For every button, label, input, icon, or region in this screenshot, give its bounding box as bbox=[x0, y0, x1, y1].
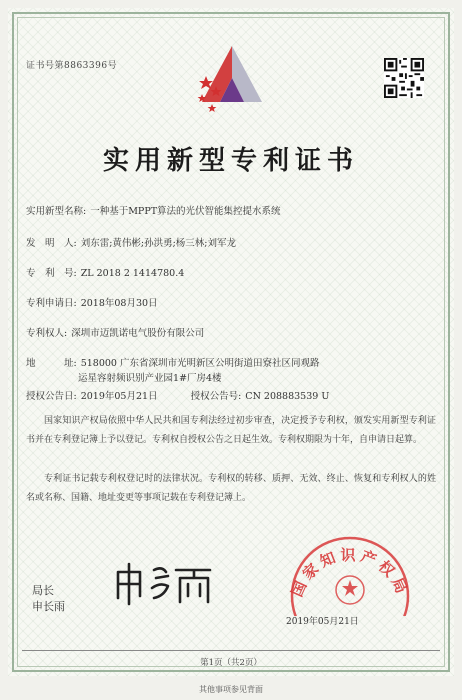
field-application-date bbox=[26, 295, 158, 309]
handwritten-signature-icon bbox=[110, 562, 220, 606]
field-value: ZL 2018 2 1414780.4 bbox=[80, 268, 185, 279]
cnipa-emblem-icon bbox=[192, 42, 272, 128]
field-value: 深圳市迈凯诺电气股份有限公司 bbox=[71, 328, 205, 339]
field-value: 2018年08月30日 bbox=[80, 298, 158, 309]
field-patentee bbox=[26, 325, 204, 339]
field-label: 专利申请日: bbox=[26, 298, 77, 309]
field-value: CN 208883539 U bbox=[245, 391, 330, 402]
footer-divider bbox=[22, 650, 440, 651]
field-label: 地 址: bbox=[26, 358, 77, 369]
qr-code-icon bbox=[384, 58, 424, 98]
field-value: 刘东雷;黄伟彬;孙洪勇;杨三林;刘军龙 bbox=[80, 238, 237, 249]
field-inventors bbox=[26, 235, 236, 249]
field-patent-number bbox=[26, 265, 184, 279]
grant-paragraph: 国家知识产权局依照中华人民共和国专利法经过初步审查，决定授予专利权，颁发实用新型专利证书并在专利登记簿上予以登记。专利权自授权公告之日起生效。专利权期限为十年，自申请日起算。 bbox=[26, 416, 436, 445]
footer-note: 其他事项参见背面 bbox=[199, 685, 263, 694]
legal-status-paragraph: 专利证书记载专利权登记时的法律状况。专利权的转移、质押、无效、终止、恢复和专利权人的姓名或名称、国籍、地址变更等事项记载在专利登记簿上。 bbox=[26, 474, 436, 503]
address-line-2: 运星容射频识别产业园1#厂房4楼 bbox=[78, 373, 222, 384]
field-label: 发 明 人: bbox=[26, 238, 77, 249]
field-label: 专利权人: bbox=[26, 328, 68, 339]
field-value: 一种基于MPPT算法的光伏智能集控提水系统 bbox=[90, 206, 281, 217]
field-value: 518000 广东省深圳市光明新区公明街道田寮社区同观路 bbox=[80, 358, 320, 369]
field-label: 授权公告日: bbox=[26, 391, 77, 402]
certificate-number: 证书号第8863396号 bbox=[26, 61, 118, 71]
seal-date: 2019年05月21日 bbox=[286, 617, 359, 627]
field-value: 2019年05月21日 bbox=[80, 391, 158, 402]
field-label: 专 利 号: bbox=[26, 268, 77, 279]
field-label: 授权公告号: bbox=[190, 391, 242, 402]
document-title: 实用新型专利证书 bbox=[102, 146, 359, 176]
page-number: 第1页（共2页） bbox=[200, 658, 262, 668]
seal-text: 国家知识产权局 bbox=[287, 546, 413, 600]
official-seal-icon bbox=[280, 526, 420, 616]
field-address bbox=[26, 355, 320, 369]
signature-name: 申长雨 bbox=[32, 600, 65, 613]
field-label: 实用新型名称: bbox=[26, 206, 87, 217]
signature-title: 局长 bbox=[32, 584, 54, 597]
field-utility-name bbox=[26, 203, 281, 217]
field-grant-date bbox=[26, 388, 329, 402]
